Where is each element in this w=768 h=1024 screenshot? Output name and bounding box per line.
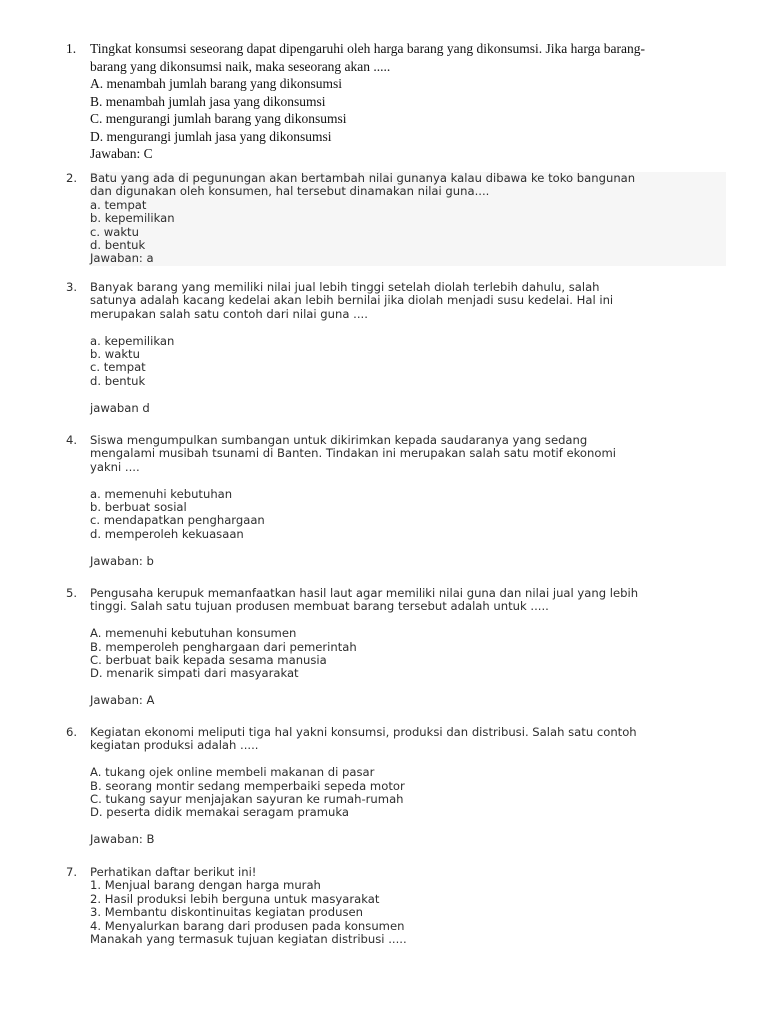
- option-d: D. mengurangi jumlah jasa yang dikonsumsi: [90, 128, 332, 144]
- question-text: Kegiatan ekonomi meliputi tiga hal yakni konsumsi, produksi dan distribusi. Salah satu contoh: [90, 725, 637, 739]
- answer: Jawaban: b: [90, 553, 154, 568]
- answer: Jawaban: A: [90, 693, 155, 708]
- option-c: C. tukang sayur menjajakan sayuran ke rumah-rumah: [90, 792, 404, 807]
- list-item: 2. Hasil produksi lebih berguna untuk masyarakat: [90, 891, 380, 906]
- option-a: A. menambah jumlah barang yang dikonsumsi: [90, 76, 342, 91]
- option-c: C. mengurangi jumlah barang yang dikonsumsi: [90, 111, 347, 126]
- question-text: Siswa mengumpulkan sumbangan untuk dikirimkan kepada saudaranya yang sedang: [90, 433, 588, 447]
- option-a: A. memenuhi kebutuhan konsumen: [90, 626, 297, 641]
- answer: Jawaban: C: [90, 146, 153, 161]
- question-text: Pengusaha kerupuk memanfaatkan hasil laut agar memiliki nilai guna dan nilai jual yang lebih: [90, 586, 639, 600]
- answer: Jawaban: B: [90, 832, 155, 847]
- question-text: dan digunakan oleh konsumen, hal tersebut dinamakan nilai guna....: [90, 184, 490, 199]
- answer: Jawaban: a: [90, 251, 154, 266]
- question-text: mengalami musibah tsunami di Banten. Tindakan ini merupakan salah satu motif ekonomi: [90, 446, 616, 461]
- question-number: 7.: [66, 865, 78, 879]
- option-b: b. kepemilikan: [90, 211, 175, 226]
- question-text: yakni ....: [90, 459, 140, 474]
- question-2: [66, 172, 726, 266]
- question-4: [66, 434, 726, 568]
- option-b: B. memperoleh penghargaan dari pemerintah: [90, 639, 357, 654]
- question-text: satunya adalah kacang kedelai akan lebih bernilai jika diolah menjadi susu kedelai. Hal ini: [90, 293, 614, 308]
- question-text: merupakan salah satu contoh dari nilai guna ....: [90, 306, 368, 321]
- question-number: 3.: [66, 280, 78, 294]
- option-b: b. waktu: [90, 347, 140, 362]
- question-text: barang yang dikonsumsi naik, maka seseorang akan .....: [90, 58, 391, 74]
- question-text: Manakah yang termasuk tujuan kegiatan distribusi .....: [90, 932, 407, 947]
- option-a: A. tukang ojek online membeli makanan di pasar: [90, 765, 375, 780]
- option-c: c. mendapatkan penghargaan: [90, 513, 265, 528]
- option-a: a. memenuhi kebutuhan: [90, 486, 233, 501]
- question-text: Tingkat konsumsi seseorang dapat dipengaruhi oleh harga barang yang dikonsumsi. Jika harga barang-: [90, 41, 646, 56]
- question-number: 2.: [66, 171, 78, 185]
- question-text: Batu yang ada di pegunungan akan bertambah nilai gunanya kalau dibawa ke toko bangunan: [90, 171, 636, 185]
- option-d: D. menarik simpati dari masyarakat: [90, 666, 299, 681]
- option-d: D. peserta didik memakai seragam pramuka: [90, 805, 349, 820]
- question-6: [66, 726, 726, 847]
- question-text: tinggi. Salah satu tujuan produsen membuat barang tersebut adalah untuk .....: [90, 599, 549, 614]
- option-d: d. bentuk: [90, 373, 146, 388]
- option-d: d. memperoleh kekuasaan: [90, 526, 244, 541]
- question-text: kegiatan produksi adalah .....: [90, 738, 259, 753]
- option-b: B. seorang montir sedang memperbaiki sepeda motor: [90, 778, 405, 793]
- list-item: 1. Menjual barang dengan harga murah: [90, 878, 321, 893]
- question-3: [66, 281, 726, 415]
- question-number: 1.: [66, 41, 77, 56]
- option-d: d. bentuk: [90, 238, 146, 253]
- question-number: 5.: [66, 586, 78, 600]
- answer: jawaban d: [90, 400, 150, 415]
- option-b: b. berbuat sosial: [90, 500, 187, 515]
- option-a: a. tempat: [90, 197, 147, 212]
- option-c: c. tempat: [90, 360, 146, 375]
- question-5: [66, 587, 726, 708]
- list-item: 3. Membantu diskontinuitas kegiatan produsen: [90, 905, 363, 920]
- option-a: a. kepemilikan: [90, 333, 175, 348]
- question-text: Banyak barang yang memiliki nilai jual lebih tinggi setelah diolah terlebih dahulu, salah: [90, 280, 600, 294]
- list-item: 4. Menyalurkan barang dari produsen pada konsumen: [90, 918, 405, 933]
- question-number: 6.: [66, 725, 78, 739]
- question-number: 4.: [66, 433, 78, 447]
- option-c: c. waktu: [90, 224, 139, 239]
- option-b: B. menambah jumlah jasa yang dikonsumsi: [90, 93, 326, 109]
- question-7: [66, 866, 726, 946]
- question-text: Perhatikan daftar berikut ini!: [90, 865, 257, 879]
- option-c: C. berbuat baik kepada sesama manusia: [90, 653, 327, 668]
- question-1: [66, 40, 726, 163]
